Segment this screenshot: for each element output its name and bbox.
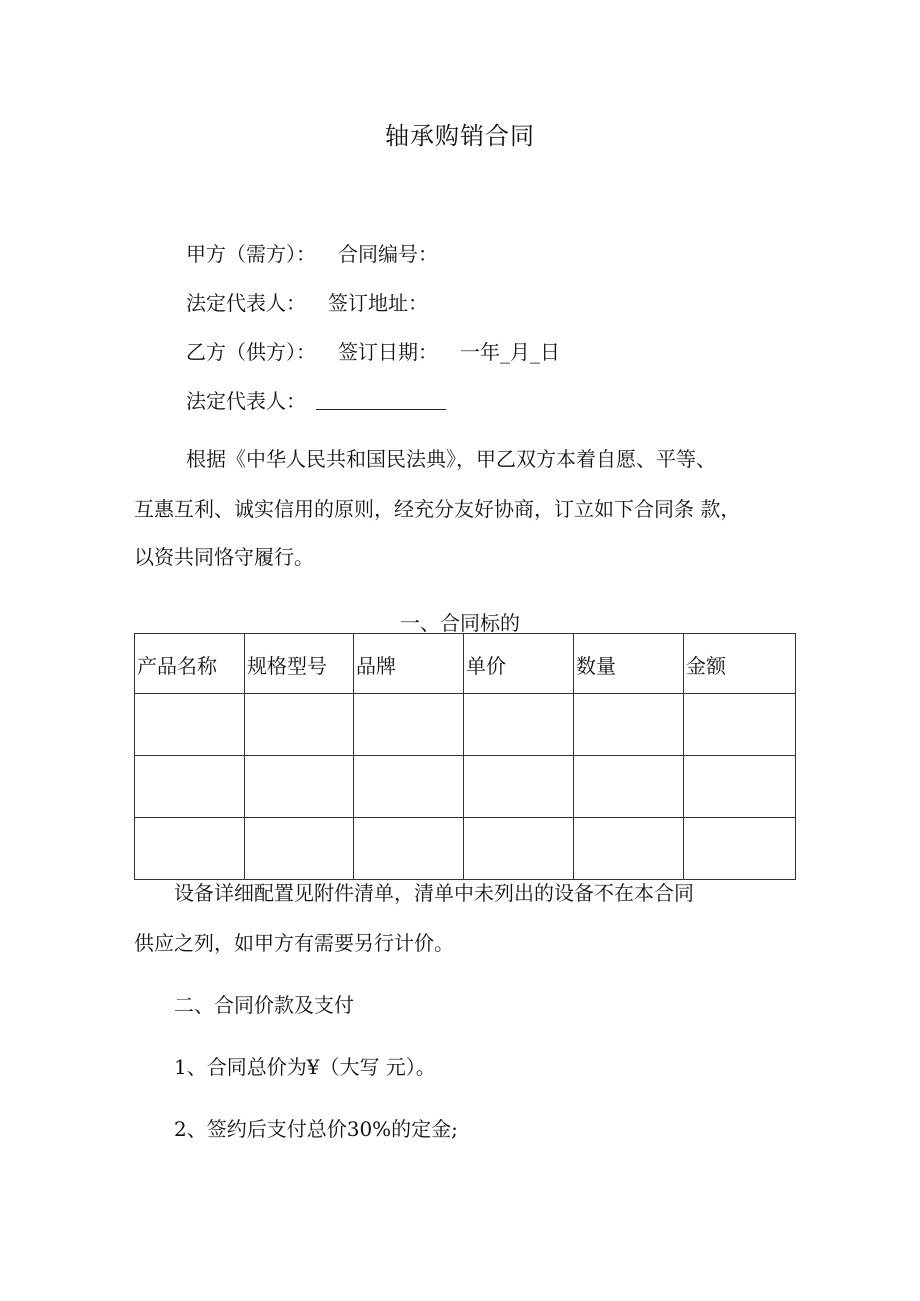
table-row <box>135 756 796 818</box>
table-cell <box>135 818 245 880</box>
preamble-line-1: 根据《中华人民共和国民法典》，甲乙双方本着自愿、平等、 <box>186 447 716 471</box>
legal-rep-line-2 <box>186 388 446 414</box>
signature-blank <box>316 391 446 410</box>
note-line-1: 设备详细配置见附件清单，清单中未列出的设备不在本合同 <box>174 881 694 905</box>
party-b-line <box>186 339 560 365</box>
header-spec-model: 规格型号 <box>245 634 354 694</box>
document-title: 轴承购销合同 <box>385 122 535 150</box>
table-cell <box>245 694 354 756</box>
clause-2: 2、签约后支付总价30%的定金; <box>174 1117 458 1141</box>
header-unit-price: 单价 <box>464 634 574 694</box>
sign-place-label: 签订地址： <box>328 291 428 315</box>
table-cell <box>354 818 464 880</box>
header-quantity: 数量 <box>574 634 684 694</box>
table-row <box>135 694 796 756</box>
note-line-2: 供应之列，如甲方有需要另行计价。 <box>134 931 454 955</box>
table-cell <box>574 818 684 880</box>
party-a-label: 甲方（需方）： <box>186 242 316 266</box>
header-brand: 品牌 <box>354 634 464 694</box>
contract-number-label: 合同编号： <box>338 242 438 266</box>
legal-rep-label-2: 法定代表人： <box>186 389 306 413</box>
sign-date-blank: 一年_月_日 <box>460 340 560 364</box>
table-row <box>135 818 796 880</box>
table-cell <box>574 694 684 756</box>
preamble-line-2: 互惠互利、诚实信用的原则，经充分友好协商，订立如下合同条 款， <box>134 497 741 521</box>
section-2-title: 二、合同价款及支付 <box>174 993 354 1017</box>
party-b-label: 乙方（供方）： <box>186 340 316 364</box>
table-cell <box>464 694 574 756</box>
contract-subject-table <box>134 633 796 880</box>
legal-rep-label-1: 法定代表人： <box>186 291 306 315</box>
table-cell <box>245 818 354 880</box>
table-header-row <box>135 634 796 694</box>
table-cell <box>464 756 574 818</box>
preamble-line-3: 以资共同恪守履行。 <box>134 545 314 569</box>
party-a-line <box>186 241 438 267</box>
header-amount: 金额 <box>684 634 796 694</box>
section-1-title: 一、合同标的 <box>400 611 520 635</box>
header-product-name: 产品名称 <box>135 634 245 694</box>
legal-rep-line-1 <box>186 290 428 316</box>
table-cell <box>135 756 245 818</box>
table-cell <box>574 756 684 818</box>
table-cell <box>684 694 796 756</box>
table-cell <box>354 756 464 818</box>
table-cell <box>684 756 796 818</box>
table-cell <box>354 694 464 756</box>
table-cell <box>684 818 796 880</box>
sign-date-label: 签订日期： <box>338 340 438 364</box>
table-cell <box>464 818 574 880</box>
table-cell <box>135 694 245 756</box>
clause-1: 1、合同总价为¥（大写 元）。 <box>174 1055 436 1079</box>
table-cell <box>245 756 354 818</box>
